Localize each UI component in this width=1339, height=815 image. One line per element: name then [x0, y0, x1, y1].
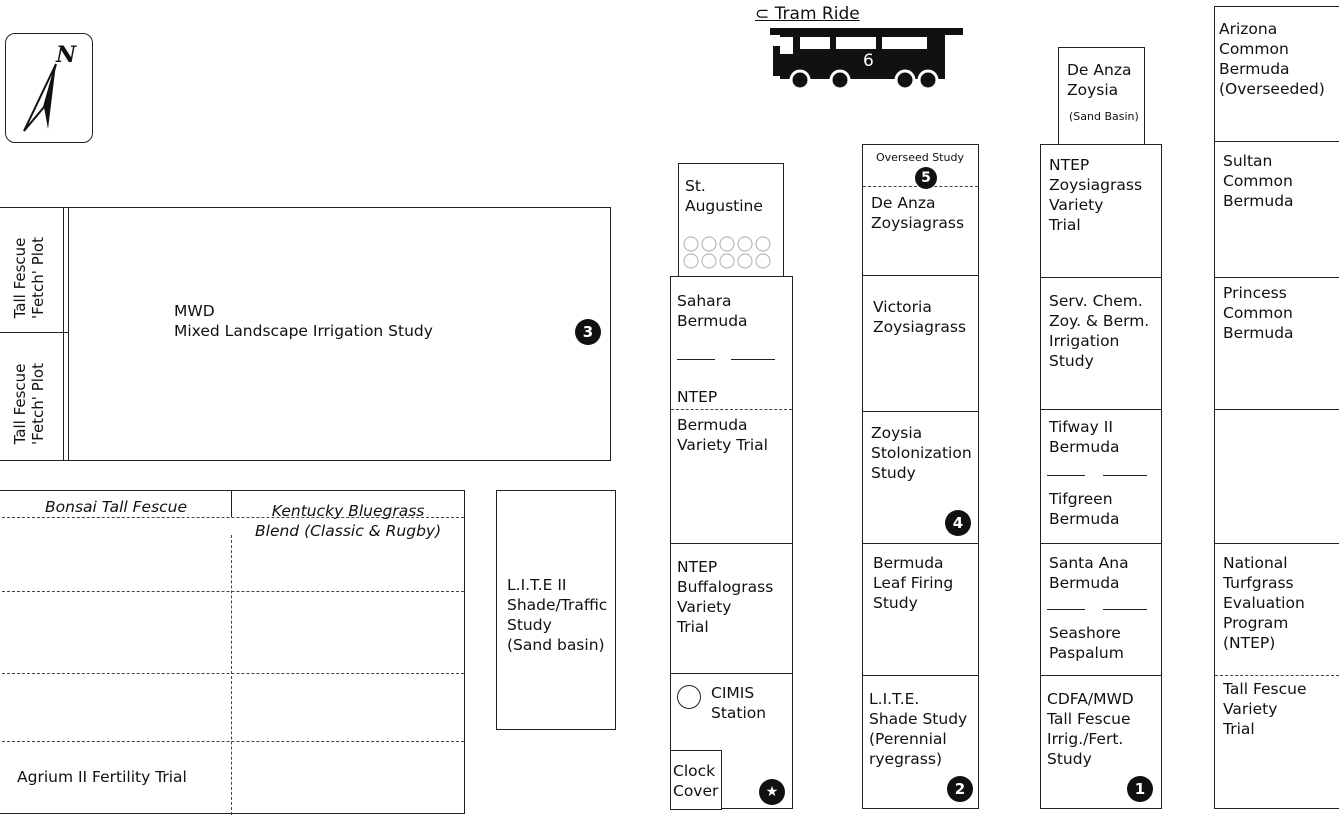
st-augustine-plot[interactable]: [678, 163, 784, 278]
marker-2: 2: [947, 776, 973, 802]
st-augustine-label: St. Augustine: [685, 177, 763, 215]
tifway-label: Tifway II Bermuda: [1049, 418, 1120, 456]
kentucky-label: Kentucky Bluegrass Blend (Classic & Rugby): [255, 502, 442, 540]
sultan-label: Sultan Common Bermuda: [1223, 152, 1294, 210]
fetch-plot-label-1: Tall Fescue 'Fetch' Plot: [11, 237, 47, 319]
fetch-plots[interactable]: [0, 207, 70, 461]
column-1: [670, 276, 793, 809]
princess-label: Princess Common Bermuda: [1223, 284, 1294, 342]
ntep-zoysiagrass-label: NTEP Zoysiagrass Variety Trial: [1049, 156, 1143, 234]
tram-label[interactable]: [755, 4, 860, 24]
column-3: [1040, 144, 1162, 809]
seashore-label: Seashore Paspalum: [1049, 624, 1124, 662]
tall-fescue-trial-label: Tall Fescue Variety Trial: [1223, 680, 1307, 738]
de-anza-zoysia-label: De Anza Zoysia: [1067, 61, 1132, 99]
lite-ii-label: L.I.T.E II Shade/Traffic Study (Sand basin): [507, 576, 608, 654]
mwd-subtitle: Mixed Landscape Irrigation Study: [174, 322, 433, 340]
tram-number: 6: [863, 51, 874, 71]
lite-ii-plot[interactable]: [496, 490, 616, 730]
cimis-icon: [677, 685, 701, 709]
sand-basin-label: (Sand Basin): [1069, 110, 1139, 123]
tram-ride[interactable]: [755, 4, 965, 99]
sand-pattern-icon: [681, 234, 781, 274]
tram-label-text: Tram Ride: [774, 4, 860, 24]
agrium-fertility-label: Agrium II Fertility Trial: [17, 768, 187, 786]
mwd-plot[interactable]: [68, 207, 611, 461]
overseed-label: Overseed Study: [876, 151, 964, 164]
compass: [5, 33, 93, 143]
leaf-firing-label: Bermuda Leaf Firing Study: [873, 554, 954, 612]
clock-cover-plot[interactable]: [670, 750, 722, 810]
marker-4: 4: [945, 510, 971, 536]
ntep-bermuda-label: NTEP: [677, 388, 718, 406]
de-anza-zoysia-sand-basin[interactable]: [1058, 47, 1145, 145]
marker-1: 1: [1127, 776, 1153, 802]
serv-chem-label: Serv. Chem. Zoy. & Berm. Irrigation Study: [1049, 292, 1150, 370]
column-4: [1214, 6, 1339, 809]
compass-letter: N: [56, 42, 77, 68]
north-arrow-icon: [16, 59, 76, 139]
de-anza-zoysiagrass-label: De Anza Zoysiagrass: [871, 194, 965, 232]
cimis-label: CIMIS Station: [711, 684, 767, 722]
marker-3: 3: [575, 319, 601, 345]
agrium-plot[interactable]: [0, 490, 465, 814]
zoysia-stolonization-label: Zoysia Stolonization Study: [871, 424, 972, 482]
tifgreen-label: Tifgreen Bermuda: [1049, 490, 1120, 528]
santa-ana-label: Santa Ana Bermuda: [1049, 554, 1129, 592]
arizona-label: Arizona Common Bermuda (Overseeded): [1219, 20, 1325, 98]
lite-shade-label: L.I.T.E. Shade Study (Perennial ryegrass): [869, 690, 968, 768]
clock-cover-label: Clock Cover: [673, 762, 719, 800]
star-marker: ★: [759, 779, 785, 805]
cdfa-label: CDFA/MWD Tall Fescue Irrig./Fert. Study: [1047, 690, 1134, 768]
fetch-plot-label-2: Tall Fescue 'Fetch' Plot: [11, 363, 47, 445]
sahara-label: Sahara Bermuda: [677, 292, 748, 330]
tram-arrow-icon: ⊂: [755, 4, 770, 24]
mwd-title: MWD: [174, 302, 215, 320]
bermuda-trial-label: Bermuda Variety Trial: [677, 416, 768, 454]
marker-5: 5: [915, 167, 937, 189]
column-2: [862, 144, 979, 809]
national-turfgrass-label: National Turfgrass Evaluation Program (NTEP): [1223, 554, 1305, 652]
victoria-label: Victoria Zoysiagrass: [873, 298, 967, 336]
bonsai-label: Bonsai Tall Fescue: [45, 498, 188, 516]
buffalograss-label: NTEP Buffalograss Variety Trial: [677, 558, 774, 636]
